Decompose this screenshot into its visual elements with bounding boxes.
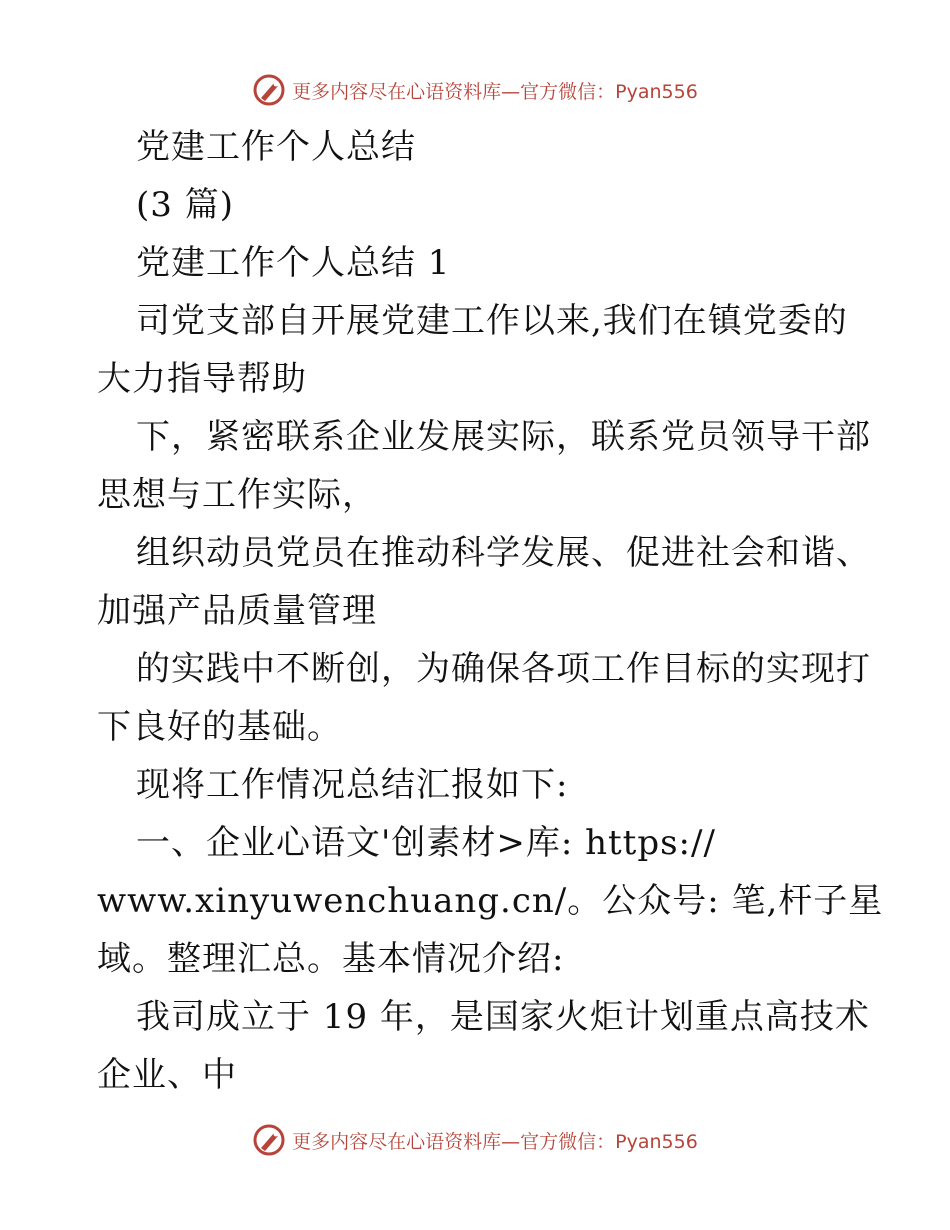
paragraph-line: 组织动员党员在推动科学发展、促进社会和谐、 bbox=[136, 533, 871, 573]
paragraph-line: 现将工作情况总结汇报如下: bbox=[136, 765, 569, 805]
paragraph-line: 下，紧密联系企业发展实际，联系党员领导干部 bbox=[136, 417, 871, 457]
paragraph-line: 加强产品质量管理 bbox=[97, 591, 377, 631]
paragraph-line: 思想与工作实际， bbox=[97, 475, 377, 515]
paragraph-line: 一、企业心语文'创素材>库: https:// bbox=[136, 823, 716, 863]
header-banner-text: 更多内容尽在心语资料库—官方微信：Pyan556 bbox=[292, 80, 698, 103]
paragraph-line: 的实践中不断创，为确保各项工作目标的实现打 bbox=[136, 649, 871, 689]
paragraph-line: 大力指导帮助 bbox=[97, 359, 307, 399]
document-title: 党建工作个人总结 bbox=[136, 127, 416, 167]
pen-circle-logo-icon bbox=[252, 1123, 286, 1157]
footer-banner bbox=[0, 1120, 950, 1160]
paragraph-line: www.xinyuwenchuang.cn/。公众号: 笔,杆子星 bbox=[97, 881, 884, 921]
paragraph-line: 司党支部自开展党建工作以来,我们在镇党委的 bbox=[136, 301, 848, 341]
paragraph-line: 我司成立于 19 年，是国家火炬计划重点高技术 bbox=[136, 997, 870, 1037]
document-subtitle: (3 篇) bbox=[136, 185, 234, 225]
pen-circle-logo-icon bbox=[252, 73, 286, 107]
paragraph-line: 下良好的基础。 bbox=[97, 707, 342, 747]
paragraph-line: 企业、中 bbox=[97, 1055, 237, 1095]
paragraph-line: 域。整理汇总。基本情况介绍: bbox=[97, 939, 565, 979]
document-body bbox=[97, 118, 884, 1104]
footer-banner-text: 更多内容尽在心语资料库—官方微信：Pyan556 bbox=[292, 1130, 698, 1153]
header-banner bbox=[0, 70, 950, 110]
section-heading: 党建工作个人总结 1 bbox=[136, 243, 451, 283]
